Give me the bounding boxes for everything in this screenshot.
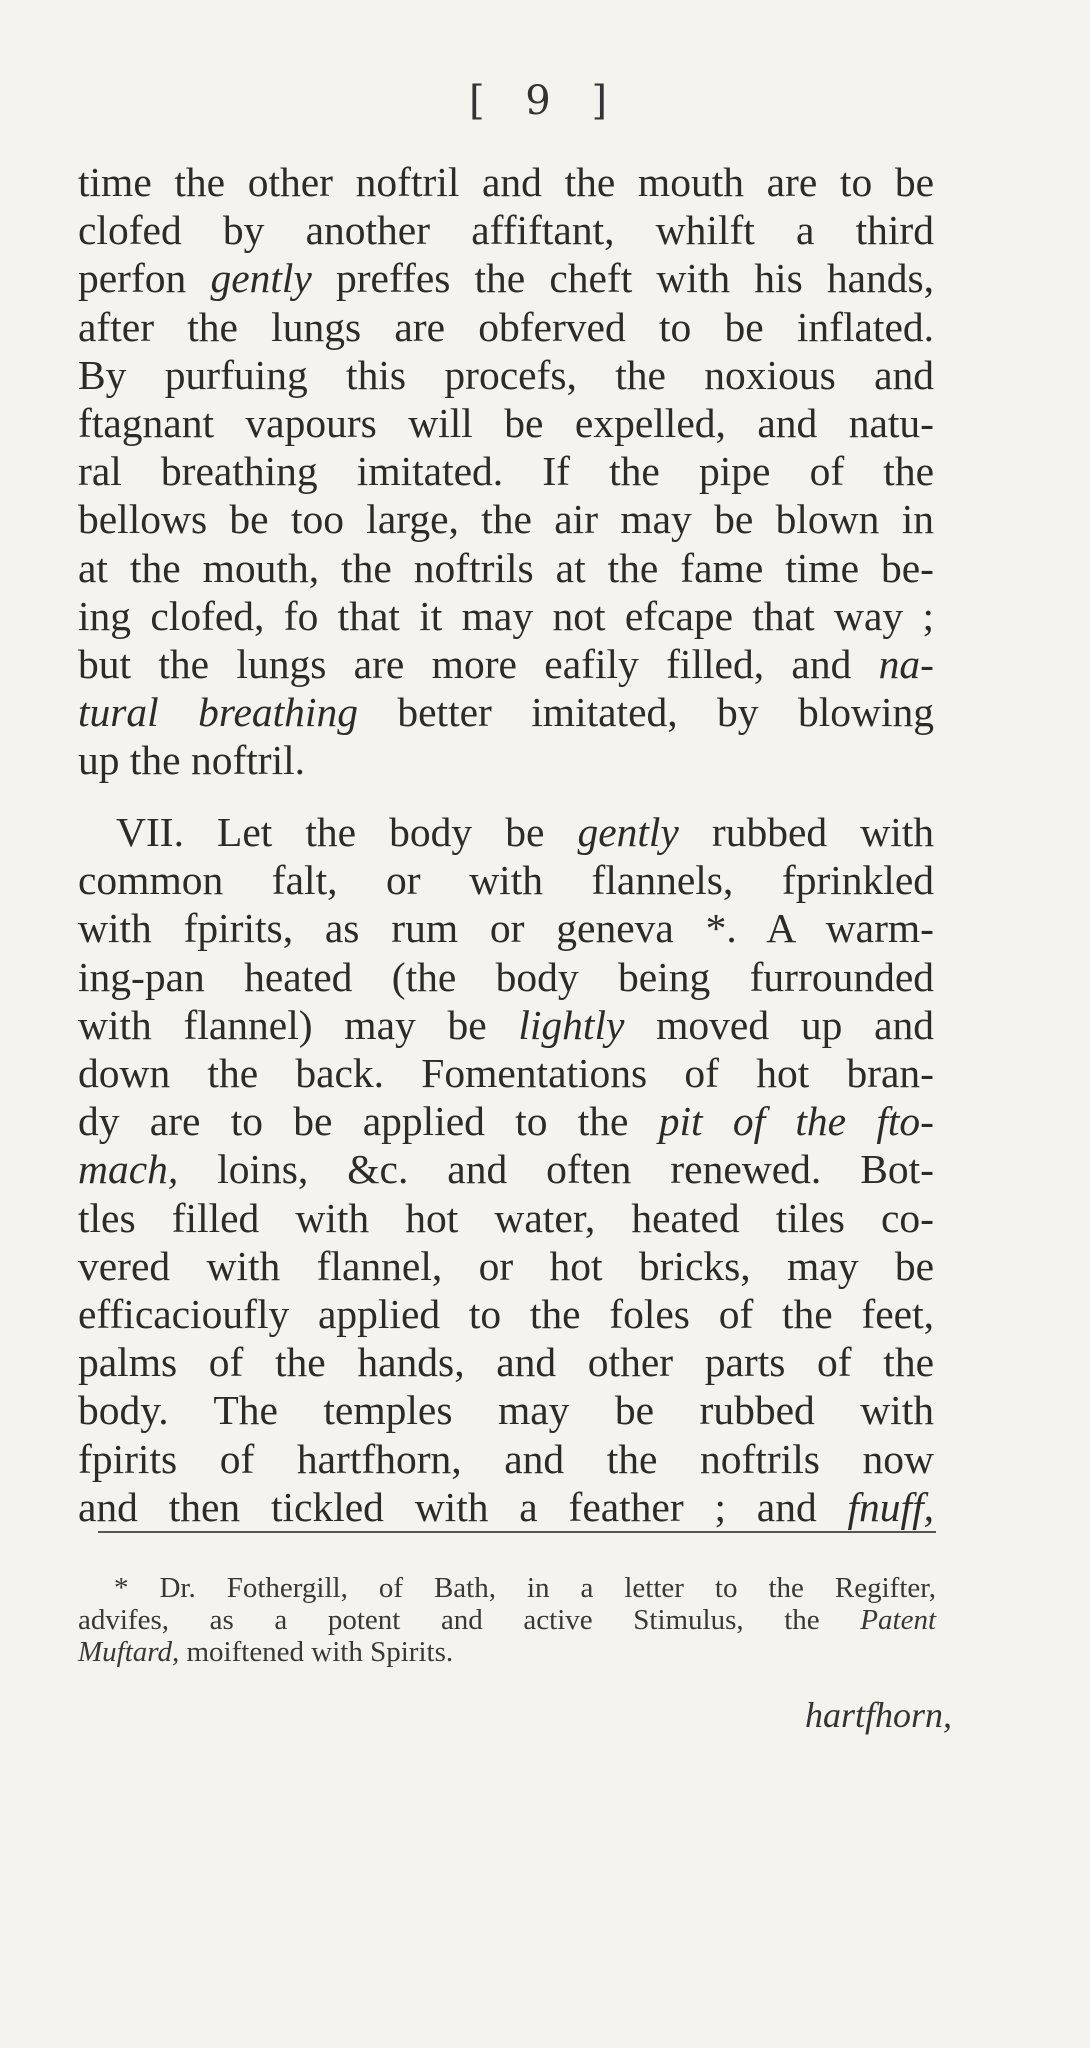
footnote-line xyxy=(78,1636,936,1668)
text-line: common falt, or with flannels, fprinkled xyxy=(78,857,934,904)
text-line: ing clofed, fo that it may not efcape that way ; xyxy=(78,592,934,639)
italic-word: gently xyxy=(577,809,679,855)
text-line xyxy=(78,1145,934,1193)
paragraph-2 xyxy=(78,808,934,1531)
text-line: ing-pan heated (the body being furrounded xyxy=(78,953,934,1000)
text-segment: better imitated, by blowing xyxy=(397,689,934,736)
text-line: ral breathing imitated. If the pipe of the xyxy=(78,448,934,495)
italic-word: gently xyxy=(210,255,312,302)
page-number-header: [ 9 ] xyxy=(468,78,622,124)
italic-phrase: tural breathing xyxy=(78,689,358,736)
text-line: at the mouth, the noftrils at the fame time be- xyxy=(78,544,934,591)
italic-word: lightly xyxy=(518,1001,625,1048)
text-line xyxy=(78,254,934,302)
footnote-line xyxy=(78,1604,936,1636)
text-line: with fpirits, as rum or geneva *. A warm- xyxy=(78,905,934,952)
text-line: after the lungs are obferved to be inflated. xyxy=(78,303,934,350)
footnote xyxy=(78,1572,936,1668)
footnote-line: * Dr. Fothergill, of Bath, in a letter to the Regifter, xyxy=(114,1572,936,1604)
text-line xyxy=(78,1097,934,1145)
text-segment: preffes the cheft with his hands, xyxy=(335,255,935,302)
footnote-divider xyxy=(98,1531,936,1533)
text-line xyxy=(78,640,934,688)
text-line: clofed by another affiftant, whilft a third xyxy=(78,207,934,254)
text-segment: and then tickled with a feather ; and xyxy=(78,1483,817,1530)
text-line: By purfuing this procefs, the noxious and xyxy=(78,351,934,398)
text-line: up the noftril. xyxy=(78,737,306,784)
text-line: fpirits of hartfhorn, and the noftrils now xyxy=(78,1435,934,1482)
text-line xyxy=(78,808,934,856)
italic-word: mach, xyxy=(78,1146,179,1193)
text-segment: moiftened with Spirits. xyxy=(186,1636,454,1668)
text-line: tles filled with hot water, heated tiles co- xyxy=(78,1194,934,1241)
text-line: vered with flannel, or hot bricks, may be xyxy=(78,1242,934,1289)
text-line: time the other noftril and the mouth are to be xyxy=(78,159,934,205)
text-segment: loins, &c. and often renewed. Bot- xyxy=(217,1146,934,1193)
text-line: efficacioufly applied to the foles of the feet, xyxy=(78,1291,934,1338)
italic-word: Patent xyxy=(860,1604,936,1636)
text-segment: dy are to be applied to the xyxy=(78,1098,629,1145)
text-line: down the back. Fomentations of hot bran- xyxy=(78,1050,934,1097)
catchword: hartfhorn, xyxy=(804,1695,952,1735)
italic-word: fnuff, xyxy=(847,1483,934,1530)
text-line xyxy=(78,1001,934,1049)
text-line: ftagnant vapours will be expelled, and natu- xyxy=(78,400,934,447)
paragraph-1 xyxy=(78,158,934,785)
text-line xyxy=(78,1483,934,1531)
italic-word: Muftard, xyxy=(78,1636,180,1668)
italic-phrase: pit of the fto- xyxy=(658,1098,935,1145)
text-segment: VII. Let the body be xyxy=(116,809,545,855)
text-segment: rubbed with xyxy=(711,809,934,855)
text-segment: advifes, as a potent and active Stimulus, the xyxy=(78,1604,820,1636)
text-segment: but the lungs are more eafily filled, and xyxy=(78,641,852,688)
text-line: palms of the hands, and other parts of the xyxy=(78,1339,934,1386)
text-line: body. The temples may be rubbed with xyxy=(78,1387,934,1434)
text-line xyxy=(78,688,934,736)
text-segment: with flannel) may be xyxy=(78,1001,487,1048)
text-line: bellows be too large, the air may be blown in xyxy=(78,496,934,543)
text-segment: moved up and xyxy=(656,1001,934,1048)
italic-word: na- xyxy=(878,641,934,688)
text-segment: perfon xyxy=(78,255,187,302)
